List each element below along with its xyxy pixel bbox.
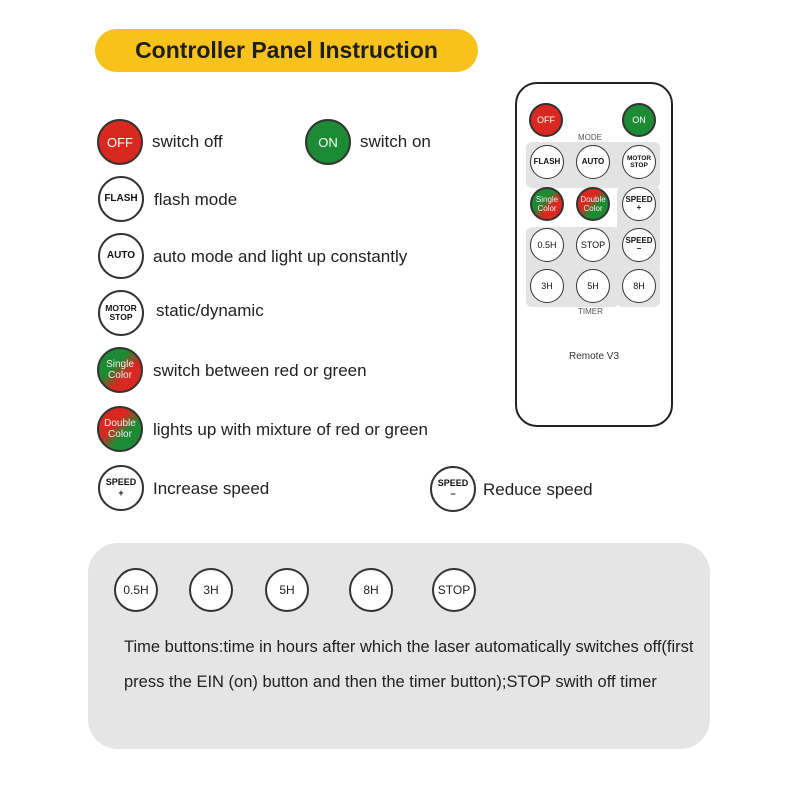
single-line1: Single: [106, 359, 134, 370]
timer-8h-label: 8H: [363, 583, 379, 597]
timer-5h-label: 5H: [279, 583, 295, 597]
remote-off-label: OFF: [537, 114, 555, 125]
timer-stop-button-icon: [432, 568, 476, 612]
timer-05h-button-icon: [114, 568, 158, 612]
remote-timer-8h-button[interactable]: [622, 269, 656, 303]
single-color-button-icon: [97, 347, 143, 393]
remote-single-color-button[interactable]: [530, 187, 564, 221]
page-title: Controller Panel Instruction: [95, 29, 478, 72]
double-line1: Double: [104, 418, 136, 429]
off-description: switch off: [152, 132, 223, 151]
double-description: lights up with mixture of red or green: [153, 420, 428, 439]
mode-label: MODE: [578, 133, 602, 142]
remote-motor-stop-button[interactable]: [622, 145, 656, 179]
timer-05h-label: 0.5H: [123, 583, 149, 597]
speed-up-line1: SPEED: [105, 477, 137, 487]
remote-on-label: ON: [632, 114, 646, 125]
flash-button-icon: [98, 176, 144, 222]
remote-timer-05h-button[interactable]: [530, 228, 564, 262]
remote-off-button[interactable]: [529, 103, 563, 137]
remote-speed-down-line2: −: [636, 244, 642, 253]
remote-speed-up-line1: SPEED: [625, 195, 653, 204]
single-line2: Color: [108, 370, 132, 381]
remote-timer-3h-button[interactable]: [530, 269, 564, 303]
remote-speed-down-line1: SPEED: [625, 236, 653, 245]
auto-description: auto mode and light up constantly: [153, 247, 408, 266]
speed-up-button-icon: [98, 465, 144, 511]
on-description: switch on: [360, 132, 431, 151]
remote-model-label: Remote V3: [569, 351, 620, 362]
remote-stop-button[interactable]: [576, 228, 610, 262]
motor-stop-button-icon: [98, 290, 144, 336]
remote-flash-label: FLASH: [533, 157, 561, 166]
speed-up-description: Increase speed: [153, 479, 270, 498]
remote-3h-label: 3H: [541, 281, 553, 291]
timer-3h-label: 3H: [203, 583, 219, 597]
remote-motor-line1: MOTOR: [626, 155, 652, 162]
remote-stop-label: STOP: [580, 240, 606, 250]
remote-single-line2: Color: [537, 204, 557, 213]
auto-button-icon: [98, 233, 144, 279]
flash-description: flash mode: [154, 190, 238, 209]
timer-stop-label: STOP: [437, 583, 471, 597]
remote-flash-button[interactable]: [530, 145, 564, 179]
speed-down-description: Reduce speed: [483, 480, 593, 499]
remote-single-line1: Single: [535, 195, 559, 204]
timer-3h-button-icon: [189, 568, 233, 612]
off-button-label: OFF: [107, 134, 133, 150]
double-color-button-icon: [97, 406, 143, 452]
on-button-label: ON: [318, 134, 338, 150]
remote-speed-down-button[interactable]: [622, 228, 656, 262]
speed-down-line2: −: [450, 489, 456, 499]
remote-double-line1: Double: [580, 195, 606, 204]
on-button-icon: [305, 119, 351, 165]
speed-up-line2: +: [118, 488, 124, 498]
remote-8h-label: 8H: [633, 281, 645, 291]
motor-description: static/dynamic: [156, 301, 264, 320]
off-button-icon: [97, 119, 143, 165]
remote-auto-label: AUTO: [581, 157, 605, 166]
single-description: switch between red or green: [153, 361, 367, 380]
motor-line1: MOTOR: [105, 303, 137, 313]
remote-timer-5h-button[interactable]: [576, 269, 610, 303]
remote-speed-up-line2: +: [636, 203, 642, 212]
motor-line2: STOP: [109, 312, 133, 322]
remote-double-color-button[interactable]: [576, 187, 610, 221]
remote-double-line2: Color: [583, 204, 603, 213]
flash-button-label: FLASH: [104, 193, 138, 204]
timer-5h-button-icon: [265, 568, 309, 612]
speed-down-button-icon: [430, 466, 476, 512]
timer-panel-description: Time buttons:time in hours after which the laser automatically switches off(first press the EIN (on) button and then the timer button);STOP swith off timer: [124, 638, 694, 691]
remote-speed-up-button[interactable]: [622, 187, 656, 221]
timer-label: TIMER: [578, 307, 603, 316]
auto-button-label: AUTO: [106, 250, 136, 261]
remote-auto-button[interactable]: [576, 145, 610, 179]
remote-motor-line2: STOP: [630, 162, 648, 169]
timer-8h-button-icon: [349, 568, 393, 612]
double-line2: Color: [108, 429, 132, 440]
remote-05h-label: 0.5H: [537, 240, 557, 250]
remote-5h-label: 5H: [587, 281, 599, 291]
speed-down-line1: SPEED: [437, 478, 469, 488]
remote-on-button[interactable]: [622, 103, 656, 137]
